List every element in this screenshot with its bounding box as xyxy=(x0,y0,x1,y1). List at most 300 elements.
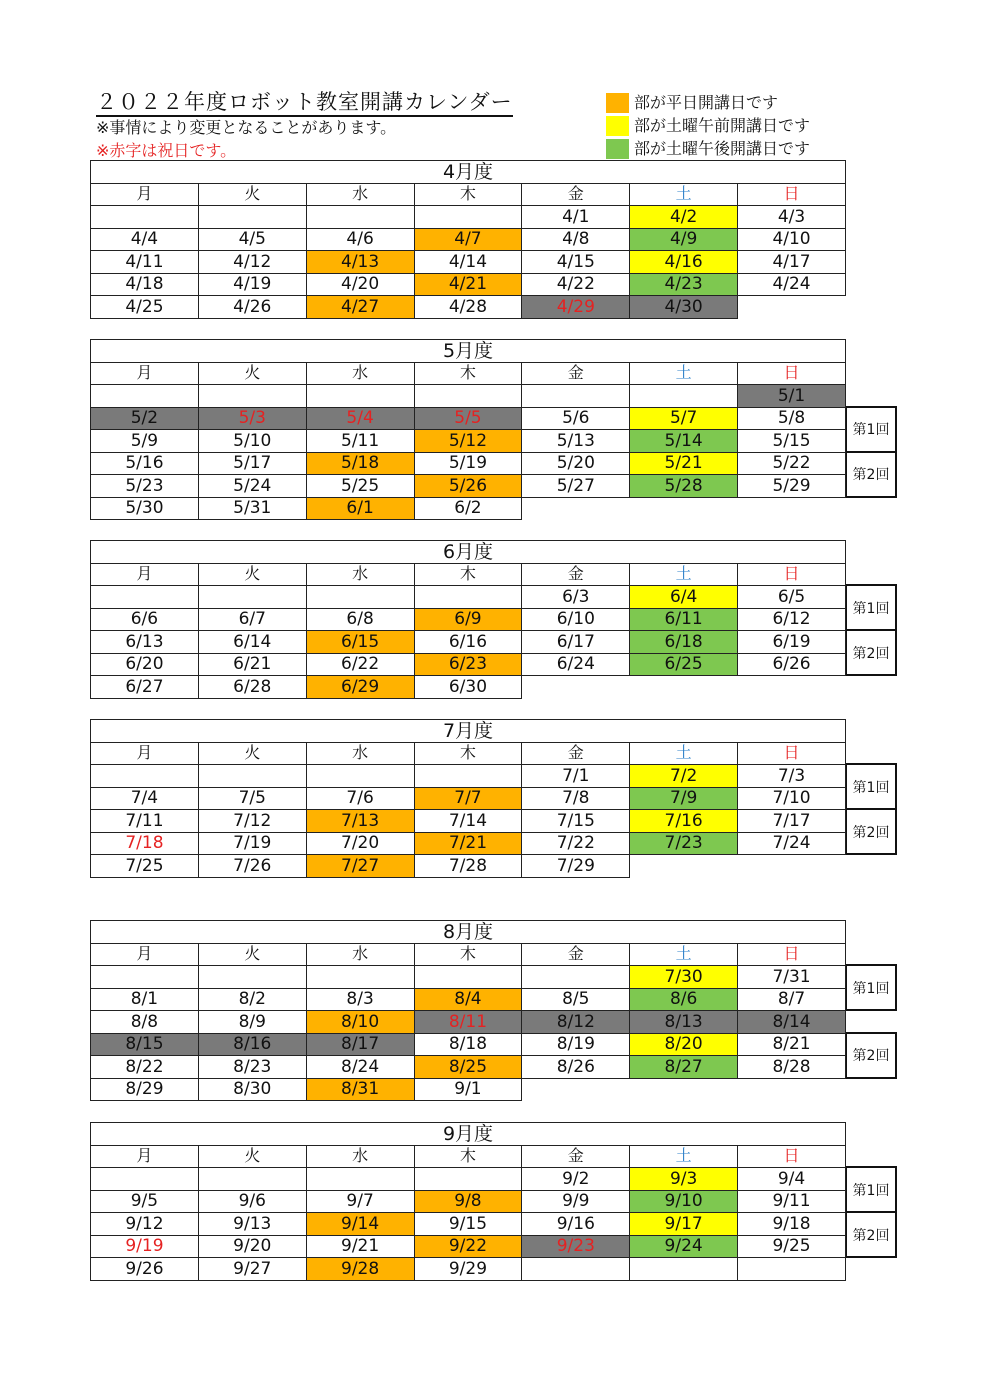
date-cell: 5/30 xyxy=(91,497,199,520)
legend-label: 部が平日開講日です xyxy=(634,93,779,112)
empty-space xyxy=(738,497,846,520)
date-cell: 5/20 xyxy=(522,452,630,475)
weekday-header: 火 xyxy=(198,563,306,586)
page-title: ２０２２年度ロボット教室開講カレンダー xyxy=(96,90,513,117)
date-cell: 5/26 xyxy=(414,475,522,498)
date-cell: 7/7 xyxy=(414,787,522,810)
date-cell: 8/19 xyxy=(522,1033,630,1056)
date-cell: 6/17 xyxy=(522,631,630,654)
weekday-header: 月 xyxy=(91,943,199,966)
date-cell: 8/14 xyxy=(738,1011,846,1034)
date-cell: 5/2 xyxy=(91,407,199,430)
date-cell: 8/2 xyxy=(198,988,306,1011)
date-cell: 9/16 xyxy=(522,1213,630,1236)
date-cell: 4/20 xyxy=(306,273,414,296)
date-cell: 5/29 xyxy=(738,475,846,498)
legend-label: 部が土曜午後開講日です xyxy=(634,139,811,158)
week-row xyxy=(91,608,846,631)
date-cell: 5/22 xyxy=(738,452,846,475)
date-cell: 7/13 xyxy=(306,810,414,833)
date-cell: 9/17 xyxy=(630,1213,738,1236)
month-title: 5月度 xyxy=(91,340,846,363)
date-cell: 7/9 xyxy=(630,787,738,810)
date-cell: 6/26 xyxy=(738,653,846,676)
date-cell: 9/24 xyxy=(630,1235,738,1258)
date-cell: 4/16 xyxy=(630,251,738,274)
empty-cell xyxy=(198,586,306,609)
weekday-header: 月 xyxy=(91,183,199,206)
legend-label: 部が土曜午前開講日です xyxy=(634,116,811,135)
date-cell: 5/6 xyxy=(522,407,630,430)
date-cell: 6/27 xyxy=(91,676,199,699)
month-title: 6月度 xyxy=(91,541,846,564)
date-cell: 4/17 xyxy=(738,251,846,274)
weekday-header: 土 xyxy=(630,1145,738,1168)
date-cell: 5/10 xyxy=(198,430,306,453)
weekday-header: 日 xyxy=(738,563,846,586)
weekday-header: 水 xyxy=(306,742,414,765)
date-cell: 9/22 xyxy=(414,1235,522,1258)
date-cell: 8/28 xyxy=(738,1056,846,1079)
date-cell: 7/18 xyxy=(91,832,199,855)
date-cell: 5/24 xyxy=(198,475,306,498)
date-cell: 9/20 xyxy=(198,1235,306,1258)
date-cell: 4/15 xyxy=(522,251,630,274)
date-cell: 7/11 xyxy=(91,810,199,833)
date-cell: 5/21 xyxy=(630,452,738,475)
date-cell: 9/7 xyxy=(306,1190,414,1213)
date-cell: 9/19 xyxy=(91,1235,199,1258)
week-row xyxy=(91,631,846,654)
date-cell: 8/13 xyxy=(630,1011,738,1034)
session-label: 第2回 xyxy=(846,1032,897,1079)
empty-cell xyxy=(306,586,414,609)
week-row xyxy=(91,206,846,229)
session-label: 第2回 xyxy=(846,808,897,855)
week-row xyxy=(91,407,846,430)
session-label: 第2回 xyxy=(846,629,897,676)
date-cell: 6/19 xyxy=(738,631,846,654)
date-cell: 4/19 xyxy=(198,273,306,296)
date-cell: 8/22 xyxy=(91,1056,199,1079)
empty-cell xyxy=(91,385,199,408)
date-cell: 4/30 xyxy=(630,296,738,319)
week-row xyxy=(91,988,846,1011)
week-row xyxy=(91,251,846,274)
date-cell: 9/8 xyxy=(414,1190,522,1213)
empty-cell xyxy=(198,385,306,408)
date-cell: 6/7 xyxy=(198,608,306,631)
session-label: 第2回 xyxy=(846,1211,897,1258)
date-cell: 4/28 xyxy=(414,296,522,319)
date-cell: 5/25 xyxy=(306,475,414,498)
date-cell: 9/29 xyxy=(414,1258,522,1281)
date-cell: 6/29 xyxy=(306,676,414,699)
empty-cell xyxy=(306,206,414,229)
date-cell: 7/5 xyxy=(198,787,306,810)
week-row xyxy=(91,787,846,810)
date-cell: 7/26 xyxy=(198,855,306,878)
weekday-header: 水 xyxy=(306,183,414,206)
date-cell: 6/28 xyxy=(198,676,306,699)
date-cell: 9/13 xyxy=(198,1213,306,1236)
month-calendar xyxy=(90,719,900,878)
date-cell: 8/3 xyxy=(306,988,414,1011)
date-cell: 4/10 xyxy=(738,228,846,251)
empty-cell xyxy=(738,1258,846,1281)
date-cell: 8/17 xyxy=(306,1033,414,1056)
date-cell: 5/18 xyxy=(306,452,414,475)
date-cell: 8/21 xyxy=(738,1033,846,1056)
date-cell: 8/16 xyxy=(198,1033,306,1056)
date-cell: 7/31 xyxy=(738,966,846,989)
legend-swatch-yellow xyxy=(606,116,629,136)
empty-cell xyxy=(91,765,199,788)
date-cell: 7/12 xyxy=(198,810,306,833)
week-row xyxy=(91,765,846,788)
date-cell: 6/2 xyxy=(414,497,522,520)
weekday-header: 火 xyxy=(198,1145,306,1168)
date-cell: 5/5 xyxy=(414,407,522,430)
date-cell: 4/11 xyxy=(91,251,199,274)
empty-cell xyxy=(414,1168,522,1191)
date-cell: 4/12 xyxy=(198,251,306,274)
date-cell: 6/20 xyxy=(91,653,199,676)
date-cell: 6/11 xyxy=(630,608,738,631)
date-cell: 9/18 xyxy=(738,1213,846,1236)
session-label: 第2回 xyxy=(846,451,897,498)
date-cell: 5/8 xyxy=(738,407,846,430)
week-row xyxy=(91,273,846,296)
date-cell: 6/6 xyxy=(91,608,199,631)
week-row xyxy=(91,452,846,475)
week-row xyxy=(91,1033,846,1056)
date-cell: 6/15 xyxy=(306,631,414,654)
date-cell: 6/18 xyxy=(630,631,738,654)
date-cell: 5/19 xyxy=(414,452,522,475)
empty-cell xyxy=(414,966,522,989)
empty-cell xyxy=(198,206,306,229)
date-cell: 6/9 xyxy=(414,608,522,631)
weekday-header: 土 xyxy=(630,742,738,765)
date-cell: 9/1 xyxy=(414,1078,522,1101)
date-cell: 8/12 xyxy=(522,1011,630,1034)
date-cell: 7/3 xyxy=(738,765,846,788)
date-cell: 9/5 xyxy=(91,1190,199,1213)
date-cell: 7/10 xyxy=(738,787,846,810)
weekday-header: 金 xyxy=(522,563,630,586)
date-cell: 7/2 xyxy=(630,765,738,788)
week-row xyxy=(91,1258,846,1281)
date-cell: 5/28 xyxy=(630,475,738,498)
weekday-header: 月 xyxy=(91,563,199,586)
week-row xyxy=(91,430,846,453)
date-cell: 5/16 xyxy=(91,452,199,475)
weekday-header: 土 xyxy=(630,183,738,206)
weekday-header: 日 xyxy=(738,183,846,206)
weekday-header: 月 xyxy=(91,742,199,765)
date-cell: 4/14 xyxy=(414,251,522,274)
week-row xyxy=(91,1056,846,1079)
date-cell: 5/11 xyxy=(306,430,414,453)
date-cell: 8/27 xyxy=(630,1056,738,1079)
date-cell: 8/6 xyxy=(630,988,738,1011)
date-cell: 8/1 xyxy=(91,988,199,1011)
empty-cell xyxy=(306,1168,414,1191)
weekday-header: 木 xyxy=(414,563,522,586)
date-cell: 9/23 xyxy=(522,1235,630,1258)
date-cell: 5/4 xyxy=(306,407,414,430)
date-cell: 7/28 xyxy=(414,855,522,878)
week-row xyxy=(91,1078,846,1101)
empty-cell xyxy=(522,385,630,408)
empty-cell xyxy=(414,765,522,788)
date-cell: 7/23 xyxy=(630,832,738,855)
session-label: 第1回 xyxy=(846,964,897,1011)
date-cell: 6/1 xyxy=(306,497,414,520)
date-cell: 7/15 xyxy=(522,810,630,833)
date-cell: 8/30 xyxy=(198,1078,306,1101)
empty-cell xyxy=(630,385,738,408)
date-cell: 7/1 xyxy=(522,765,630,788)
month-table xyxy=(90,540,846,699)
weekday-header: 火 xyxy=(198,362,306,385)
date-cell: 4/3 xyxy=(738,206,846,229)
week-row xyxy=(91,475,846,498)
date-cell: 9/4 xyxy=(738,1168,846,1191)
date-cell: 7/16 xyxy=(630,810,738,833)
empty-space xyxy=(522,1078,630,1101)
week-row xyxy=(91,653,846,676)
date-cell: 9/28 xyxy=(306,1258,414,1281)
holiday-notice: ※赤字は祝日です。 xyxy=(96,141,237,160)
date-cell: 7/20 xyxy=(306,832,414,855)
date-cell: 9/26 xyxy=(91,1258,199,1281)
date-cell: 4/21 xyxy=(414,273,522,296)
empty-space xyxy=(738,855,846,878)
week-row xyxy=(91,810,846,833)
date-cell: 6/3 xyxy=(522,586,630,609)
weekday-header: 火 xyxy=(198,943,306,966)
date-cell: 9/11 xyxy=(738,1190,846,1213)
date-cell: 7/27 xyxy=(306,855,414,878)
date-cell: 9/2 xyxy=(522,1168,630,1191)
month-calendar xyxy=(90,160,900,319)
legend-swatch-orange xyxy=(606,93,629,113)
date-cell: 6/4 xyxy=(630,586,738,609)
month-table xyxy=(90,160,846,319)
weekday-header: 金 xyxy=(522,943,630,966)
date-cell: 5/17 xyxy=(198,452,306,475)
month-table xyxy=(90,920,846,1101)
date-cell: 5/7 xyxy=(630,407,738,430)
date-cell: 4/13 xyxy=(306,251,414,274)
empty-cell xyxy=(306,385,414,408)
date-cell: 6/24 xyxy=(522,653,630,676)
empty-cell xyxy=(91,1168,199,1191)
date-cell: 4/26 xyxy=(198,296,306,319)
date-cell: 9/25 xyxy=(738,1235,846,1258)
empty-space xyxy=(738,1078,846,1101)
weekday-header: 火 xyxy=(198,742,306,765)
empty-space xyxy=(630,855,738,878)
session-label: 第1回 xyxy=(846,406,897,453)
date-cell: 8/7 xyxy=(738,988,846,1011)
date-cell: 5/31 xyxy=(198,497,306,520)
date-cell: 4/1 xyxy=(522,206,630,229)
date-cell: 7/19 xyxy=(198,832,306,855)
date-cell: 8/8 xyxy=(91,1011,199,1034)
week-row xyxy=(91,228,846,251)
date-cell: 4/24 xyxy=(738,273,846,296)
weekday-header: 日 xyxy=(738,742,846,765)
date-cell: 6/14 xyxy=(198,631,306,654)
date-cell: 6/5 xyxy=(738,586,846,609)
date-cell: 6/10 xyxy=(522,608,630,631)
date-cell: 6/12 xyxy=(738,608,846,631)
month-calendar xyxy=(90,1122,900,1281)
date-cell: 5/14 xyxy=(630,430,738,453)
date-cell: 4/4 xyxy=(91,228,199,251)
date-cell: 4/9 xyxy=(630,228,738,251)
session-label: 第1回 xyxy=(846,763,897,810)
empty-cell xyxy=(522,1258,630,1281)
weekday-header: 水 xyxy=(306,943,414,966)
weekday-header: 月 xyxy=(91,1145,199,1168)
weekday-header: 日 xyxy=(738,943,846,966)
week-row xyxy=(91,832,846,855)
weekday-header: 金 xyxy=(522,362,630,385)
empty-cell xyxy=(306,765,414,788)
weekday-header: 火 xyxy=(198,183,306,206)
month-calendar xyxy=(90,339,900,520)
month-title: 9月度 xyxy=(91,1123,846,1146)
empty-cell xyxy=(630,1258,738,1281)
week-row xyxy=(91,385,846,408)
empty-cell xyxy=(414,385,522,408)
date-cell: 4/7 xyxy=(414,228,522,251)
empty-cell xyxy=(414,586,522,609)
weekday-header: 水 xyxy=(306,1145,414,1168)
month-title: 7月度 xyxy=(91,720,846,743)
date-cell: 7/29 xyxy=(522,855,630,878)
date-cell: 6/23 xyxy=(414,653,522,676)
date-cell: 4/5 xyxy=(198,228,306,251)
date-cell: 8/9 xyxy=(198,1011,306,1034)
date-cell: 7/8 xyxy=(522,787,630,810)
weekday-header: 金 xyxy=(522,742,630,765)
empty-cell xyxy=(306,966,414,989)
date-cell: 4/18 xyxy=(91,273,199,296)
empty-space xyxy=(738,676,846,699)
week-row xyxy=(91,1235,846,1258)
weekday-header: 水 xyxy=(306,362,414,385)
empty-cell xyxy=(522,966,630,989)
weekday-header: 水 xyxy=(306,563,414,586)
date-cell: 8/11 xyxy=(414,1011,522,1034)
date-cell: 7/14 xyxy=(414,810,522,833)
date-cell: 7/25 xyxy=(91,855,199,878)
date-cell: 5/23 xyxy=(91,475,199,498)
weekday-header: 土 xyxy=(630,563,738,586)
date-cell: 8/23 xyxy=(198,1056,306,1079)
session-label: 第1回 xyxy=(846,584,897,631)
month-calendar xyxy=(90,920,900,1101)
date-cell: 9/6 xyxy=(198,1190,306,1213)
session-label: 第1回 xyxy=(846,1166,897,1213)
empty-cell xyxy=(91,586,199,609)
empty-space xyxy=(738,296,846,319)
empty-space xyxy=(630,1078,738,1101)
date-cell: 5/9 xyxy=(91,430,199,453)
date-cell: 6/25 xyxy=(630,653,738,676)
week-row xyxy=(91,497,846,520)
date-cell: 7/6 xyxy=(306,787,414,810)
date-cell: 4/8 xyxy=(522,228,630,251)
date-cell: 8/5 xyxy=(522,988,630,1011)
date-cell: 4/29 xyxy=(522,296,630,319)
date-cell: 4/2 xyxy=(630,206,738,229)
week-row xyxy=(91,1011,846,1034)
date-cell: 6/8 xyxy=(306,608,414,631)
empty-space xyxy=(522,676,630,699)
empty-cell xyxy=(198,1168,306,1191)
weekday-header: 木 xyxy=(414,1145,522,1168)
month-title: 8月度 xyxy=(91,921,846,944)
weekday-header: 土 xyxy=(630,362,738,385)
empty-space xyxy=(630,497,738,520)
weekday-header: 木 xyxy=(414,183,522,206)
date-cell: 4/6 xyxy=(306,228,414,251)
empty-cell xyxy=(414,206,522,229)
empty-space xyxy=(630,676,738,699)
date-cell: 5/15 xyxy=(738,430,846,453)
week-row xyxy=(91,676,846,699)
week-row xyxy=(91,586,846,609)
week-row xyxy=(91,1168,846,1191)
date-cell: 9/12 xyxy=(91,1213,199,1236)
weekday-header: 木 xyxy=(414,943,522,966)
date-cell: 9/21 xyxy=(306,1235,414,1258)
date-cell: 7/24 xyxy=(738,832,846,855)
weekday-header: 日 xyxy=(738,1145,846,1168)
change-notice: ※事情により変更となることがあります。 xyxy=(96,118,397,137)
date-cell: 8/10 xyxy=(306,1011,414,1034)
weekday-header: 日 xyxy=(738,362,846,385)
date-cell: 9/9 xyxy=(522,1190,630,1213)
date-cell: 6/21 xyxy=(198,653,306,676)
week-row xyxy=(91,855,846,878)
date-cell: 6/13 xyxy=(91,631,199,654)
empty-cell xyxy=(198,966,306,989)
date-cell: 7/30 xyxy=(630,966,738,989)
date-cell: 9/27 xyxy=(198,1258,306,1281)
date-cell: 8/29 xyxy=(91,1078,199,1101)
month-table xyxy=(90,719,846,878)
weekday-header: 木 xyxy=(414,362,522,385)
date-cell: 7/21 xyxy=(414,832,522,855)
weekday-header: 金 xyxy=(522,1145,630,1168)
empty-cell xyxy=(91,966,199,989)
legend-swatch-green xyxy=(606,139,629,159)
date-cell: 6/16 xyxy=(414,631,522,654)
empty-cell xyxy=(91,206,199,229)
date-cell: 5/27 xyxy=(522,475,630,498)
date-cell: 8/24 xyxy=(306,1056,414,1079)
week-row xyxy=(91,1213,846,1236)
empty-space xyxy=(522,497,630,520)
week-row xyxy=(91,296,846,319)
